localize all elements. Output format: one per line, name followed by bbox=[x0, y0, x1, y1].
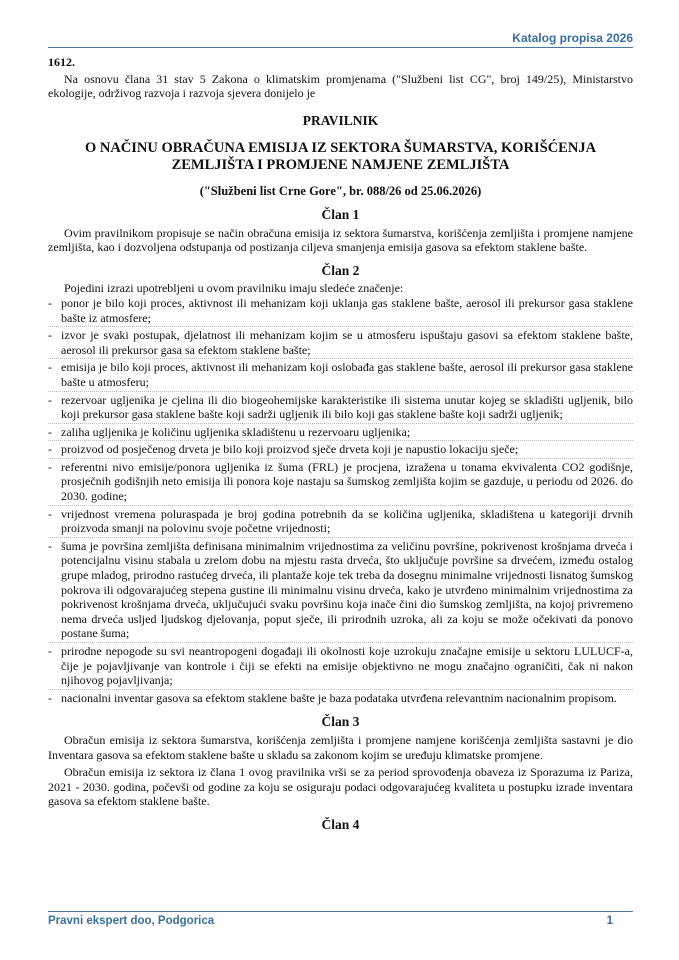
definition-text: vrijednost vremena poluraspada je broj godina potrebnih da se količina ugljenika, skladištena u kategoriji drvnih proizvoda smanji na polovinu svoje početne vrijednosti; bbox=[61, 506, 633, 536]
definition-text: nacionalni inventar gasova sa efektom staklene bašte je baza podataka utvrđena relevantnim nacionalnim propisom. bbox=[61, 690, 617, 705]
definition-text: zaliha ugljenika je količinu ugljenika skladištenu u rezervoaru ugljenika; bbox=[61, 424, 411, 439]
list-item: - emisija je bilo koji proces, aktivnost ili mehanizam koji oslobađa gas staklene bašte, aerosol ili prekursor gasa staklene bašte u atmosferu; bbox=[48, 360, 633, 391]
document-title: O NAČINU OBRAČUNA EMISIJA IZ SEKTORA ŠUMARSTVA, KORIŠĆENJA ZEMLJIŠTA I PROMJENE NAMJENE ZEMLJIŠTA bbox=[84, 140, 597, 174]
page-footer bbox=[48, 911, 633, 930]
preamble: Na osnovu člana 31 stav 5 Zakona o klimatskim promjenama ("Službeni list CG", broj 149/25), Ministarstvo ekologije, održivog razvoja i razvoja sjevera donijelo je bbox=[48, 71, 633, 101]
page-number: 1 bbox=[606, 915, 613, 927]
definitions-list bbox=[48, 296, 633, 706]
article-2-intro: Pojedini izrazi upotrebljeni u ovom pravilniku imaju sledeće značenje: bbox=[64, 281, 404, 296]
article-3-heading: Član 3 bbox=[321, 714, 360, 730]
definition-text: izvor je svaki postupak, djelatnost ili mehanizam kojim se u atmosferu ispuštaju gasovi sa efektom staklene bašte, aerosol ili prekursor gasa sa efektom staklene bašte; bbox=[61, 328, 633, 357]
article-1-heading: Član 1 bbox=[321, 206, 360, 222]
article-4-heading: Član 4 bbox=[321, 816, 360, 832]
definition-text: emisija je bilo koji proces, aktivnost ili mehanizam koji oslobađa gas staklene bašte, aerosol ili prekursor gasa staklene bašte u atmosferu; bbox=[61, 360, 633, 389]
document-number: 1612. bbox=[48, 55, 75, 69]
list-item: - nacionalni inventar gasova sa efektom staklene bašte je baza podataka utvrđena relevantnim nacionalnim propisom. bbox=[48, 690, 617, 705]
article-3-paragraph-2: Obračun emisija iz sektora iz člana 1 ovog pravilnika vrši se za period sprovođenja obaveza iz Sporazuma iz Pariza, 2021 - 2030. godina, počevši od godine za koju se osiguraju podaci odgovarajućeg kvaliteta u postupku izrade inventara gasova sa efektom staklene bašte. bbox=[48, 765, 633, 809]
list-item: - vrijednost vremena poluraspada je broj godina potrebnih da se količina ugljenika, skladištena u kategoriji drvnih proizvoda smanji na polovinu svoje početne vrijednosti; bbox=[48, 507, 633, 538]
list-item: - proizvod od posječenog drveta je bilo koji proizvod sječe drveta koji je napustio lokaciju sječe; bbox=[48, 442, 633, 459]
definition-text: rezervoar ugljenika je cjelina ili dio biogeohemijske karakteristike ili sistema unutar kojeg se skladišti ugljenik, bilo koji prekursor gasa staklene bašte koji sadrži ugljenik ili bilo koji gas staklene bašte koji sadrži ugljenik; bbox=[61, 392, 633, 422]
definition-text: prirodne nepogode su svi neantropogeni događaji ili okolnosti koje uzrokuju značajne emisije u sektoru LULUCF-a, čije je pojavljivanje van kontrole i čiji se efekti na emisije objektivno ne mogu značajno ograničiti, čak ni nakon njihovog pojavljivanja; bbox=[61, 644, 633, 688]
list-item: - referentni nivo emisije/ponora ugljenika iz šuma (FRL) je procjena, izražena u tonama ekvivalenta CO2 godišnje, prosječnih godišnjih neto emisija ili ponora koje nastaju sa šumskog zemljišta kojim se gazduje, u periodu od 2026. do 2030. godine; bbox=[48, 460, 633, 506]
list-item: - prirodne nepogode su svi neantropogeni događaji ili okolnosti koje uzrokuju značajne emisije u sektoru LULUCF-a, čije je pojavljivanje van kontrole i čiji se efekti na emisije objektivno ne mogu značajno ograničiti, čak ni nakon njihovog pojavljivanja; bbox=[48, 644, 633, 690]
article-3-paragraph-1: Obračun emisija iz sektora šumarstva, korišćenja zemljišta i promjene namjene korišćenja zemljišta sastavni je dio Inventara gasova sa efektom staklene bašte u skladu sa zakonom kojim se uređuju klimatske promjene. bbox=[48, 732, 633, 762]
definition-text: referentni nivo emisije/ponora ugljenika iz šuma (FRL) je procjena, izražena u tonama ekvivalenta CO2 godišnje, prosječnih godišnjih neto emisija ili ponora koje nastaju sa šumskog zemljišta kojim se gazduje, u periodu od 2026. do 2030. godine; bbox=[61, 459, 633, 504]
catalog-title: Katalog propisa 2026 bbox=[512, 31, 633, 45]
page-header bbox=[48, 30, 633, 48]
document-type: PRAVILNIK bbox=[302, 112, 379, 128]
publisher-name: Pravni ekspert doo, Podgorica bbox=[48, 915, 215, 927]
article-2-heading: Član 2 bbox=[321, 262, 360, 278]
list-item: - rezervoar ugljenika je cjelina ili dio biogeohemijske karakteristike ili sistema unutar kojeg se skladišti ugljenik, bilo koji prekursor gasa staklene bašte koji sadrži ugljenik ili bilo koji gas staklene bašte koji sadrži ugljenik; bbox=[48, 393, 633, 424]
article-1-paragraph: Ovim pravilnikom propisuje se način obračuna emisija iz sektora šumarstva, korišćenja zemljišta i promjene namjene zemljišta, kao i dozvoljena odstupanja od postizanja ciljeva smanjenja emisija gasova sa efektom staklene bašte. bbox=[48, 225, 633, 255]
list-item: - šuma je površina zemljišta definisana minimalnim vrijednostima za veličinu površine, pokrivenost krošnjama drveća i potencijalnu visinu stabala u zrelom dobu na mjestu rasta drveća, što uključuje površine sa drvećem, između ostalog grupe mladog, prirodno rastućeg drveća, ili plantaže koje tek treba da dosegnu minimalne vrijednosti lisnatog šumskog pokrova ili odgovarajućeg stepena gustine ili minimalnu visinu drveća, kako je utvrđeno minimalnim vrijednostima za pokrivenost krošnjama drveća, uključujući svaku površinu koja inače čini dio šumskog zemljišta, na kojoj privremeno nema drveća usljed ljudskog djelovanja, poput sječe, ili prirodnih uzroka, ali za koju se može očekivati da ponovo postane šuma; bbox=[48, 539, 633, 643]
list-item: - zaliha ugljenika je količinu ugljenika skladištenu u rezervoaru ugljenika; bbox=[48, 425, 633, 442]
definition-text: proizvod od posječenog drveta je bilo koji proizvod sječe drveta koji je napustio lokaciju sječe; bbox=[61, 442, 519, 457]
list-item: - izvor je svaki postupak, djelatnost ili mehanizam kojim se u atmosferu ispuštaju gasovi sa efektom staklene bašte, aerosol ili prekursor gasa sa efektom staklene bašte; bbox=[48, 328, 633, 359]
definition-text: ponor je bilo koji proces, aktivnost ili mehanizam koji uklanja gas staklene bašte, aerosol ili prekursor gasa staklene bašte iz atmosfere; bbox=[61, 295, 633, 325]
gazette-reference: ("Službeni list Crne Gore", br. 088/26 od 25.06.2026) bbox=[199, 184, 482, 199]
list-item: - ponor je bilo koji proces, aktivnost ili mehanizam koji uklanja gas staklene bašte, aerosol ili prekursor gasa staklene bašte iz atmosfere; bbox=[48, 296, 633, 327]
definition-text: šuma je površina zemljišta definisana minimalnim vrijednostima za veličinu površine, pokrivenost krošnjama drveća i potencijalnu visinu stabala u zrelom dobu na mjestu rasta drveća, što uključuje površine sa drvećem, između ostalog grupe mladog, prirodno rastućeg drveća, ili plantaže koje tek treba da dosegnu minimalne vrijednosti lisnatog šumskog pokrova ili odgovarajućeg stepena gustine ili minimalnu visinu drveća, kako je utvrđeno minimalnim vrijednostima za pokrivenost krošnjama drveća, uključujući svaku površinu koja inače čini dio šumskog zemljišta, na kojoj privremeno nema drveća usljed ljudskog djelovanja, poput sječe, ili prirodnih uzroka, ali za koju se može očekivati da ponovo postane šuma; bbox=[61, 538, 633, 641]
document-body bbox=[48, 55, 633, 836]
